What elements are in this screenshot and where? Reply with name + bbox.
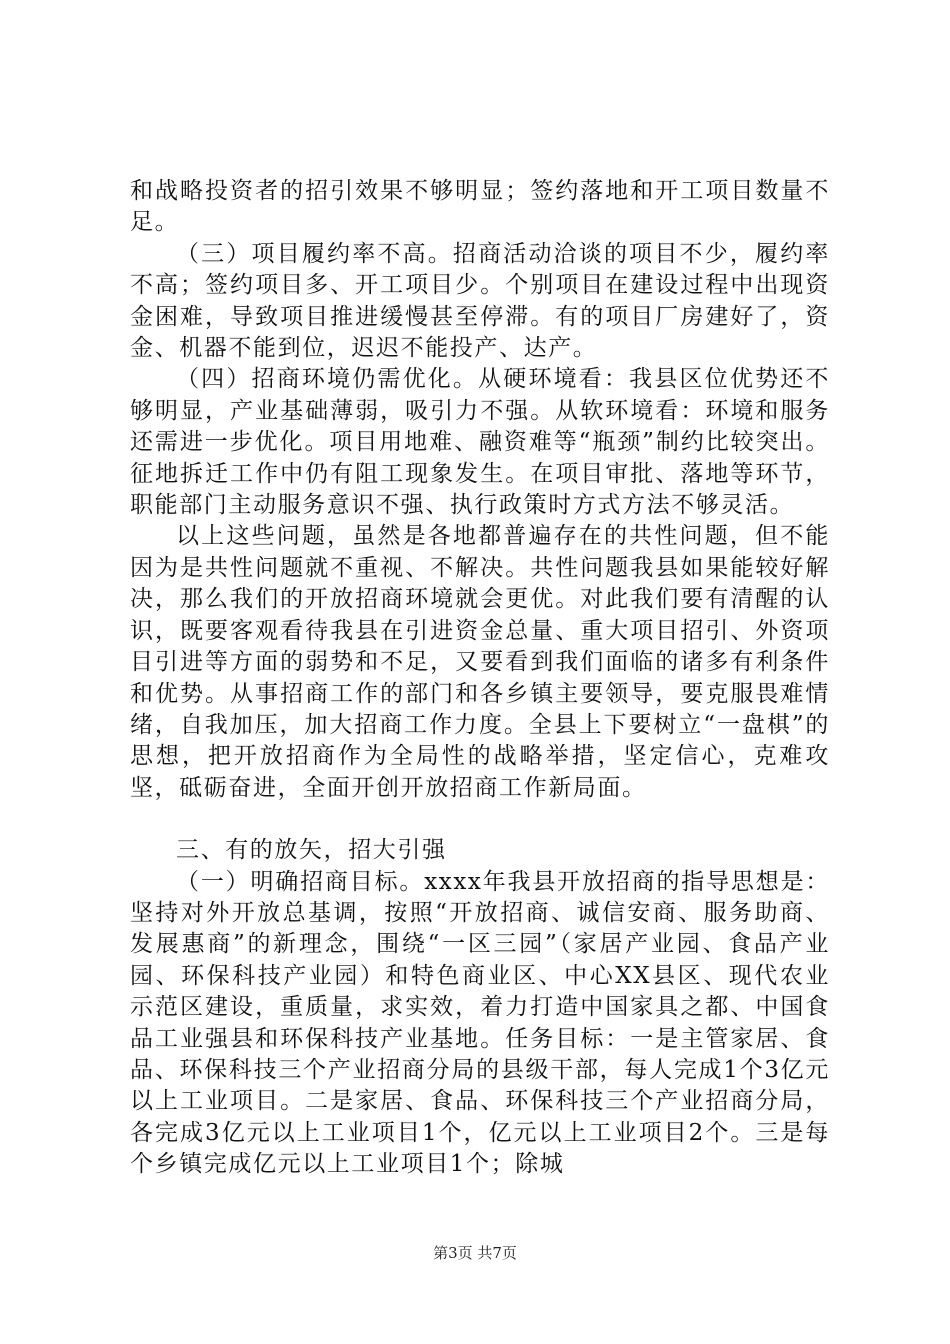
section-heading: 三、有的放矢，招大引强 xyxy=(176,837,447,864)
paragraph-goals: （一）明确招商目标。xxxx年我县开放招商的指导思想是：坚持对外开放总基调，按照“开放招商、诚信安商、服务助商、发展惠商”的新理念，围绕“一区三园”（家居产业园、食品产业园、环保科技产业园）和特色商业区、中心XX县区、现代农业示范区建设，重质量，求实效，着力打造中国家具之都、中国食品工业强县和环保科技产业基地。任务目标：一是主管家居、食品、环保科技三个产业招商分局的县级干部，每人完成1个3亿元以上工业项目。二是家居、食品、环保科技三个产业招商分局，各完成3亿元以上工业项目1个，亿元以上工业项目2个。三是每个乡镇完成亿元以上工业项目1个；除城 xyxy=(130,868,830,1178)
paragraph-continuation: 和战略投资者的招引效果不够明显；签约落地和开工项目数量不足。 xyxy=(130,178,830,236)
body-text xyxy=(130,176,830,1181)
paragraph-item-4: （四）招商环境仍需优化。从硬环境看：我县区位优势还不够明显，产业基础薄弱，吸引力不强。从软环境看：环境和服务还需进一步优化。项目用地难、融资难等“瓶颈”制约比较突出。征地拆迁工作中仍有阻工现象发生。在项目审批、落地等环节，职能部门主动服务意识不强、执行政策时方式方法不够灵活。 xyxy=(130,366,830,519)
paragraph-item-3: （三）项目履约率不高。招商活动洽谈的项目不少，履约率不高；签约项目多、开工项目少。个别项目在建设过程中出现资金困难，导致项目推进缓慢甚至停滞。有的项目厂房建好了，资金、机器不能到位，迟迟不能投产、达产。 xyxy=(130,240,830,362)
paragraph-summary: 以上这些问题，虽然是各地都普遍存在的共性问题，但不能因为是共性问题就不重视、不解决。共性问题我县如果能较好解决，那么我们的开放招商环境就会更优。对此我们要有清醒的认识，既要客观看待我县在引进资金总量、重大项目招引、外资项目引进等方面的弱势和不足，又要看到我们面临的诸多有利条件和优势。从事招商工作的部门和各乡镇主要领导，要克服畏难情绪，自我加压，加大招商工作力度。全县上下要树立“一盘棋”的思想，把开放招商作为全局性的战略举措，坚定信心，克难攻坚，砥砺奋进，全面开创开放招商工作新局面。 xyxy=(130,523,830,801)
page-footer: 第3页 共7页 xyxy=(433,1244,517,1262)
